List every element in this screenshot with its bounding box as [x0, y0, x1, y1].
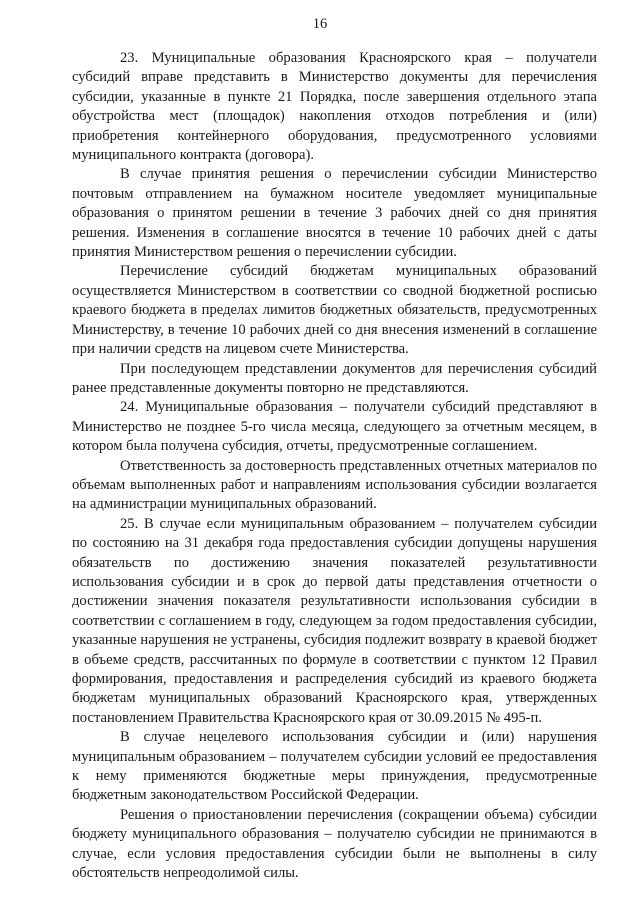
paragraph-misuse: В случае нецелевого использования субсидии и (или) нарушения муниципальным образованием – получателем субсидии условий ее предоставления к нему применяются бюджетные меры принуждения, предусмотренные бюджетным законодательством Российской Федерации. — [72, 729, 597, 804]
paragraph-25: 25. В случае если муниципальным образованием – получателем субсидии по состоянию на 31 декабря года предоставления субсидии допущены нарушения обязательств по достижению значения показателей результативности использования субсидии и в срок до первой даты представления отчетности о достижении значения показателя результативности использования субсидии в соответствии с соглашением в году, следующем за годом предоставления субсидии, указанные нарушения не устранены, субсидия подлежит возврату в краевой бюджет в объеме средств, рассчитанных по формуле в соответствии с пунктом 12 Правил формирования, предоставления и распределения субсидий из краевого бюджета бюджетам муниципальных образований Красноярского края, утвержденных постановлением Правительства Красноярского края от 30.09.2015 № 495-п. — [72, 515, 598, 726]
paragraph-transfer: Перечисление субсидий бюджетам муниципальных образований осуществляется Министерством в соответствии со сводной бюджетной росписью краевого бюджета в пределах лимитов бюджетных обязательств, предусмотренных Министерству, в течение 10 рабочих дней со дня внесения изменений в соглашение при наличии средств на лицевом счете Министерства. — [72, 263, 597, 358]
paragraph-notification: В случае принятия решения о перечислении субсидии Министерство почтовым отправлением на бумажном носителе уведомляет муниципальные образования о принятом решении в течение 3 рабочих дней со дня принятия решения. Изменения в соглашение вносятся в течение 10 рабочих дней с даты принятия Министерством решения о перечислении субсидии. — [72, 166, 597, 261]
paragraph-resubmission: При последующем представлении документов для перечисления субсидий ранее представленные документы повторно не представляются. — [72, 360, 597, 396]
paragraph-responsibility: Ответственность за достоверность представленных отчетных материалов по объемам выполненных работ и направлениям использования субсидии возлагается на администрации муниципальных образований. — [72, 457, 597, 513]
paragraph-24: 24. Муниципальные образования – получатели субсидий представляют в Министерство не позднее 5-го числа месяца, следующего за отчетным месяцем, в котором была получена субсидия, отчеты, предусмотренные соглашением. — [72, 399, 597, 455]
paragraph-23: 23. Муниципальные образования Красноярского края – получатели субсидий вправе представить в Министерство документы для перечисления субсидии, указанные в пункте 21 Порядка, после завершения отдельного этапа обустройства мест (площадок) накопления отходов потребления и (или) приобретения контейнерного оборудования, предусмотренного условиями муниципального контракта (договора). — [72, 50, 597, 164]
document-body — [72, 49, 597, 883]
page-number: 16 — [312, 16, 328, 32]
paragraph-force-majeure: Решения о приостановлении перечисления (сокращении объема) субсидии бюджету муниципального образования – получателю субсидии не принимаются в случае, если условия предоставления субсидии были не выполнены в силу обстоятельств непреодолимой силы. — [72, 806, 597, 882]
